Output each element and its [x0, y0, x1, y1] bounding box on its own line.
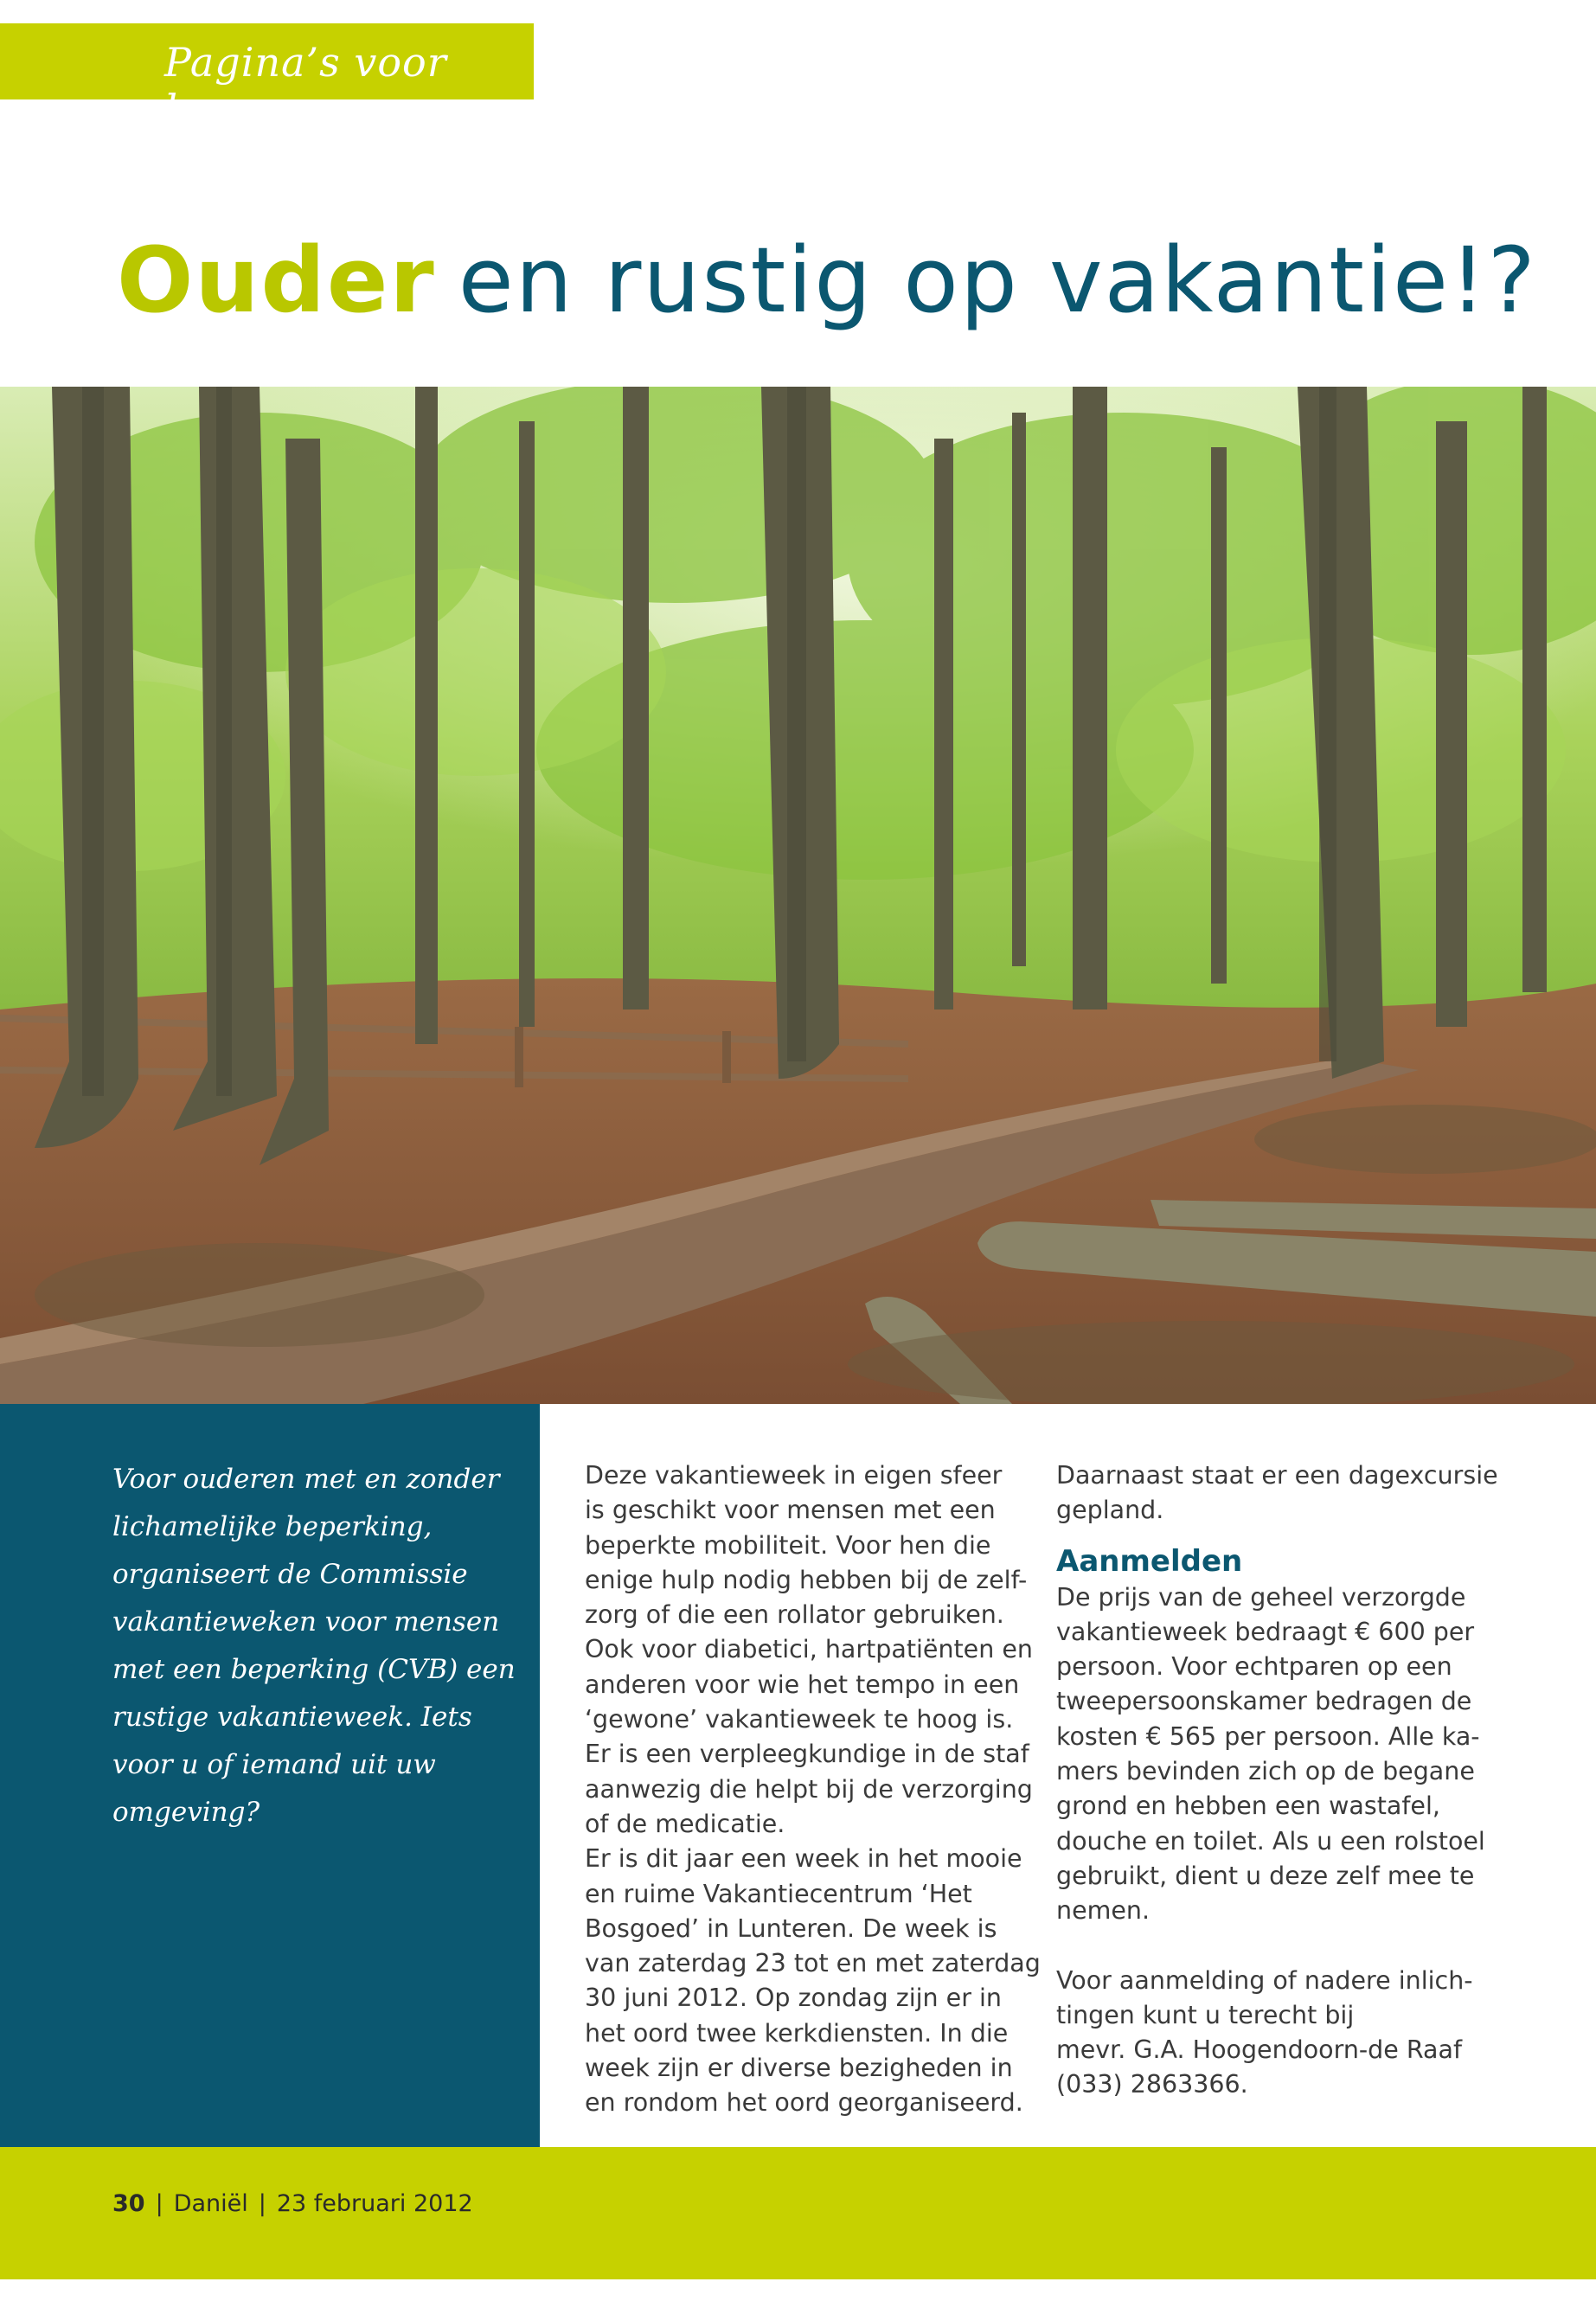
text-line: Voor aanmelding of nadere inlich- [1056, 1965, 1473, 1995]
text-line: het oord twee kerkdiensten. In die [585, 2018, 1009, 2048]
text-line: grond en hebben een wastafel, [1056, 1791, 1440, 1821]
article-column-2 [1056, 1458, 1523, 2103]
text-line: Er is dit jaar een week in het mooie [585, 1844, 1022, 1874]
page-title [117, 227, 1537, 335]
intro-text: Voor ouderen met en zonder lichamelijke beperking, organiseert de Commissie vakantieweken voor mensen met een beperking (CVB) een rustige vakantieweek. Iets voor u of iemand uit uw omgeving? [112, 1464, 516, 1828]
text-line: persoon. Voor echtparen op een [1056, 1652, 1452, 1682]
text-line: of de medicatie. [585, 1809, 785, 1838]
text-line: De prijs van de geheel verzorgde [1056, 1582, 1466, 1612]
text-line: gebruikt, dient u deze zelf mee te [1056, 1861, 1475, 1890]
title-rest: en rustig op vakantie!? [458, 228, 1537, 333]
text-line: ‘gewone’ vakantieweek te hoog is. [585, 1705, 1014, 1734]
text-line: zorg of die een rollator gebruiken. [585, 1600, 1004, 1630]
text-line: 30 juni 2012. Op zondag zijn er in [585, 1984, 1002, 2013]
text-line: beperkte mobiliteit. Voor hen die [585, 1530, 991, 1560]
text-line: nemen. [1056, 1896, 1151, 1926]
text-line: is geschikt voor mensen met een [585, 1496, 996, 1525]
title-highlight: Ouder [117, 228, 436, 333]
text-line: Bosgoed’ in Lunteren. De week is [585, 1913, 997, 1943]
text-line: aanwezig die helpt bij de verzorging [585, 1774, 1033, 1804]
folio-separator: | [258, 2190, 266, 2217]
text-line: tweepersoonskamer bedragen de [1056, 1687, 1472, 1716]
intro-panel [0, 1404, 540, 2147]
text-line: (033) 2863366. [1056, 2070, 1248, 2099]
section-tab [0, 23, 534, 132]
text-line: tingen kunt u terecht bij [1056, 2000, 1355, 2029]
text-line: en rondom het oord georganiseerd. [585, 2088, 1023, 2118]
text-line: gepland. [1056, 1496, 1164, 1525]
folio [112, 2190, 473, 2217]
text-line: mers bevinden zich op de begane [1056, 1757, 1475, 1786]
text-line: Ook voor diabetici, hartpatiënten en [585, 1635, 1033, 1664]
text-line: week zijn er diverse bezigheden in [585, 2054, 1013, 2083]
section-heading-aanmelden: Aanmelden [1056, 1543, 1243, 1579]
footer-bar [0, 2147, 1596, 2279]
page-number: 30 [112, 2190, 145, 2217]
publication-name: Daniël [173, 2190, 248, 2217]
text-line: anderen voor wie het tempo in een [585, 1670, 1020, 1699]
text-line: Er is een verpleegkundige in de staf [585, 1740, 1029, 1769]
text-line: kosten € 565 per persoon. Alle ka- [1056, 1721, 1480, 1751]
text-line: van zaterdag 23 tot en met zaterdag [585, 1949, 1041, 1978]
text-line: en ruime Vakantiecentrum ‘Het [585, 1879, 972, 1908]
article-column-1 [585, 1458, 1041, 2121]
text-line: enige hulp nodig hebben bij de zelf- [585, 1565, 1028, 1594]
section-tab-label: Pagina’s voor haar [164, 39, 447, 132]
text-line: Deze vakantieweek in eigen sfeer [585, 1461, 1003, 1490]
text-line: vakantieweek bedraagt € 600 per [1056, 1617, 1475, 1646]
forest-path-photo [0, 387, 1596, 1404]
publication-date: 23 februari 2012 [276, 2190, 473, 2217]
folio-separator: | [155, 2190, 163, 2217]
text-line: mevr. G.A. Hoogendoorn-de Raaf [1056, 2035, 1462, 2065]
text-line: douche en toilet. Als u een rolstoel [1056, 1826, 1485, 1856]
text-line: Daarnaast staat er een dagexcursie [1056, 1461, 1498, 1490]
